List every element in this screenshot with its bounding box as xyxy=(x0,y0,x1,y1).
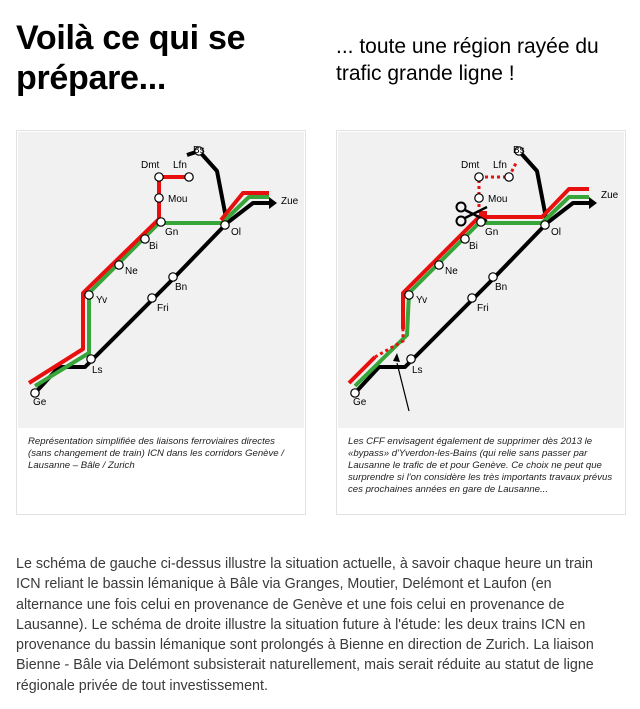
label-ls: Ls xyxy=(412,365,423,376)
station-dmt xyxy=(475,173,483,181)
label-dmt: Dmt xyxy=(461,160,480,171)
red-line xyxy=(29,177,269,383)
article-paragraph: Le schéma de gauche ci-dessus illustre la situation actuelle, à savoir chaque heure un train ICN reliant le bassin lémanique à Bâle via Granges, Moutier, Delémont et Laufon (en alternance une fois celui en provenance de Genève et une fois celui en provenance de Lausanne). Le schéma de droite illustre la situation future à l'étude: les deux trains ICN en provenance du bassin lémanique sont prolongés à Bienne en direction de Zurich. La liaison Bienne - Bâle via Delémont subsisterait naturellement, mais serait réduite au statut de ligne régionale privée de tout investissement. xyxy=(16,556,594,694)
label-yv: Yv xyxy=(416,295,428,306)
label-lfn: Lfn xyxy=(173,160,187,171)
label-bs: Bs xyxy=(193,145,205,156)
station-dmt xyxy=(155,173,163,181)
station-ge xyxy=(31,389,39,397)
station-mou xyxy=(155,194,163,202)
station-ls xyxy=(87,355,95,363)
station-mou xyxy=(475,194,483,202)
label-ne: Ne xyxy=(125,266,138,277)
label-ls: Ls xyxy=(92,365,103,376)
label-mou: Mou xyxy=(168,194,188,205)
station-ne xyxy=(435,261,443,269)
arrow-zue-icon xyxy=(269,197,277,209)
station-bi xyxy=(461,235,469,243)
caption-current: Représentation simplifiée des liaisons ferroviaires directes (sans changement de train) ICN dans les corridors Genève / Lausanne – Bâle / Zurich xyxy=(28,436,284,471)
caption-future: Les CFF envisagent également de supprimer dès 2013 le «bypass» d'Yverdon-les-Bains (qui relie sans passer par Lausanne le trafic de et pour Genève. Ce choix ne peut que surprendre si l'on considère les très importants travaux prévus ces prochaines années en gare de Lausanne... xyxy=(348,436,613,495)
label-fri: Fri xyxy=(157,303,169,314)
station-ol xyxy=(541,221,549,229)
station-gn xyxy=(157,218,165,226)
pointer-arrow-icon xyxy=(393,353,400,362)
label-fri: Fri xyxy=(477,303,489,314)
label-ol: Ol xyxy=(231,227,241,238)
station-fri xyxy=(148,294,156,302)
label-bs: Bs xyxy=(513,145,525,156)
pointer-line xyxy=(397,363,409,411)
map-panel-current xyxy=(16,130,306,515)
station-ol xyxy=(221,221,229,229)
label-zue: Zue xyxy=(281,196,299,207)
label-ge: Ge xyxy=(353,397,367,408)
station-ls xyxy=(407,355,415,363)
station-lfn xyxy=(505,173,513,181)
label-mou: Mou xyxy=(488,194,508,205)
label-bi: Bi xyxy=(469,241,478,252)
station-ge xyxy=(351,389,359,397)
rail-diagram-current xyxy=(17,131,305,431)
station-bn xyxy=(489,273,497,281)
label-ge: Ge xyxy=(33,397,47,408)
label-gn: Gn xyxy=(165,227,179,238)
station-fri xyxy=(468,294,476,302)
station-gn xyxy=(477,218,485,226)
station-bn xyxy=(169,273,177,281)
label-lfn: Lfn xyxy=(493,160,507,171)
label-ne: Ne xyxy=(445,266,458,277)
black-line xyxy=(355,151,589,393)
map-panel-future xyxy=(336,130,626,515)
label-ol: Ol xyxy=(551,227,561,238)
arrow-zue-icon xyxy=(589,197,597,209)
station-lfn xyxy=(185,173,193,181)
heading-left: Voilà ce qui se prépare... xyxy=(16,19,246,97)
heading-right: ... toute une région rayée du trafic grande ligne ! xyxy=(336,35,599,85)
label-bi: Bi xyxy=(149,241,158,252)
label-zue: Zue xyxy=(601,190,619,201)
label-bn: Bn xyxy=(495,282,508,293)
label-bn: Bn xyxy=(175,282,188,293)
label-yv: Yv xyxy=(96,295,108,306)
station-ne xyxy=(115,261,123,269)
station-bi xyxy=(141,235,149,243)
station-yv xyxy=(85,291,93,299)
station-yv xyxy=(405,291,413,299)
label-gn: Gn xyxy=(485,227,499,238)
rail-diagram-future xyxy=(337,131,625,431)
label-dmt: Dmt xyxy=(141,160,160,171)
